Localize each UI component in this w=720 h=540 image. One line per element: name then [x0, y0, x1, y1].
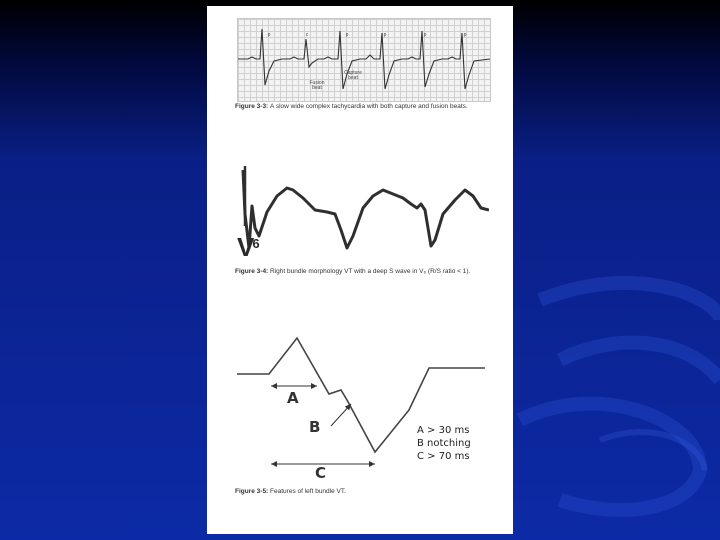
v6-lead-label: [237, 234, 262, 265]
textbook-page: [207, 6, 513, 534]
v6-lead-subscript: 6: [252, 236, 260, 251]
capture-beat-label: Capture beat: [344, 70, 362, 81]
beat-marker-c: c: [305, 32, 309, 38]
fusion-beat-label: Fusion beat: [309, 80, 325, 91]
label-b: B: [309, 418, 321, 436]
beat-marker-p4: p: [423, 32, 427, 38]
figure-3-4-text: Right bundle morphology VT with a deep S wave in V₆ (R/S ratio < 1).: [270, 268, 471, 275]
notching-b-arrow: [331, 404, 351, 426]
criterion-c: C > 70 ms: [417, 451, 470, 462]
beat-marker-p2: p: [345, 32, 349, 38]
v6-lead-tracing: [233, 166, 489, 256]
criterion-b: B notching: [417, 438, 471, 449]
criterion-a: A > 30 ms: [417, 425, 470, 436]
figure-3-4-number: Figure 3-4:: [235, 268, 269, 275]
figure-3-3-text: A slow wide complex tachycardia with both capture and fusion beats.: [270, 103, 468, 110]
ecg-rhythm-strip: [237, 18, 491, 102]
figure-3-3-caption: [235, 103, 489, 111]
ecg-trace-figure-3-3: [238, 19, 490, 101]
figure-3-4-caption: [235, 268, 489, 276]
label-c: C: [315, 464, 327, 482]
v6-lead-letter: V: [237, 232, 255, 262]
label-a: A: [287, 389, 299, 407]
beat-marker-p5: p: [463, 32, 467, 38]
beat-marker-p3: p: [383, 32, 387, 38]
criteria-list: [417, 424, 471, 463]
figure-3-5-number: Figure 3-5:: [235, 488, 269, 495]
beat-marker-p1: p: [267, 32, 271, 38]
figure-3-3-number: Figure 3-3:: [235, 103, 269, 110]
figure-3-5-text: Features of left bundle VT.: [270, 488, 346, 495]
figure-3-5-caption: [235, 488, 489, 496]
